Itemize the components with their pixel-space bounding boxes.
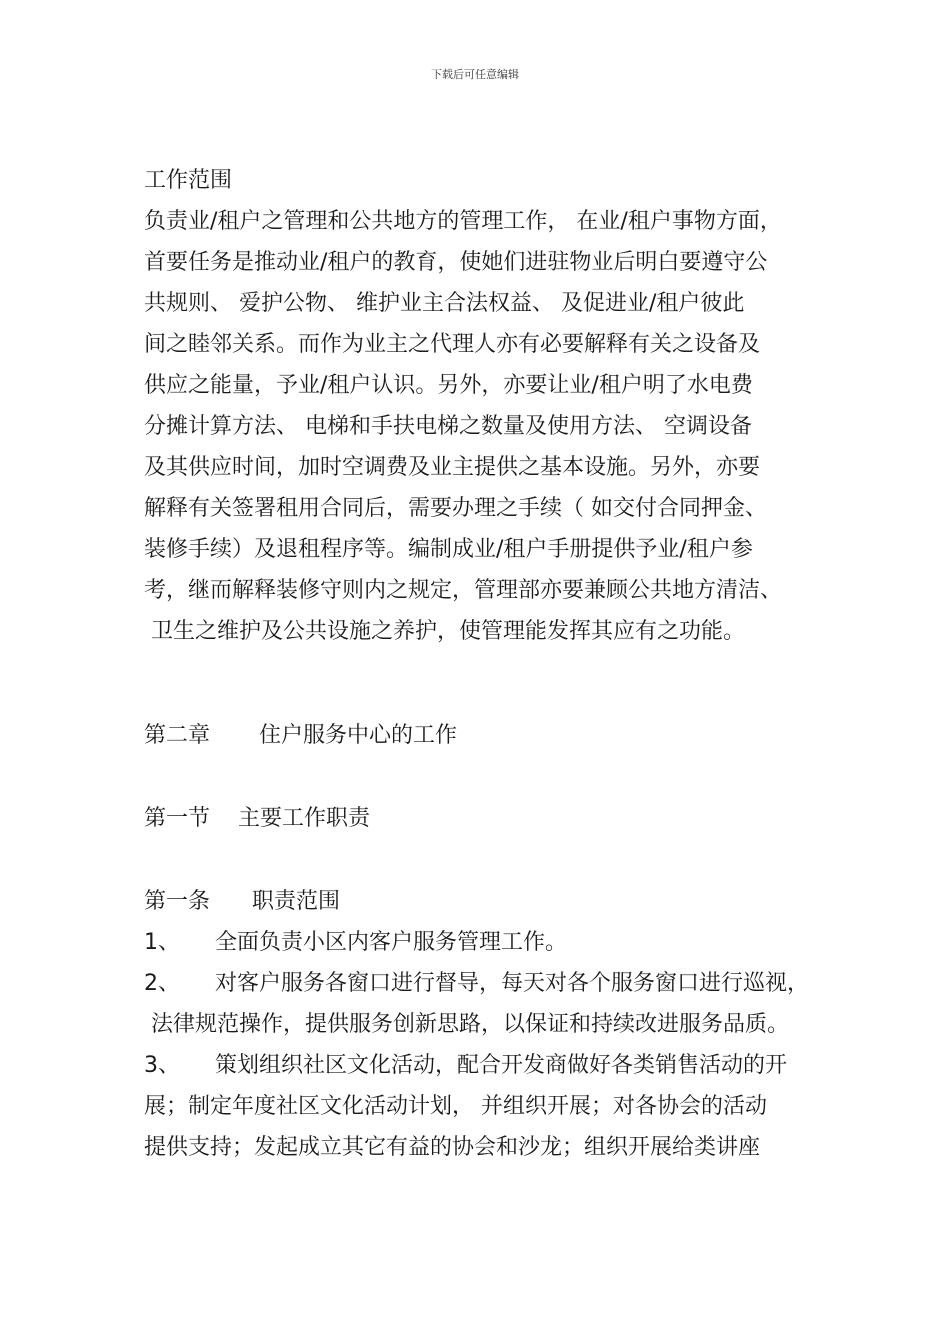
paragraph-line: 负责业/租户之管理和公共地方的管理工作， 在业/租户事物方面， (144, 209, 782, 234)
blank-space (144, 839, 834, 881)
chapter-title: 第二章 住户服务中心的工作 (144, 723, 457, 748)
document-body (144, 160, 834, 1168)
paragraph-line: 解释有关签署租用合同后，需要办理之手续（ 如交付合同押金、 (144, 496, 767, 521)
paragraph-line: 考，继而解释装修守则内之规定，管理部亦要兼顾公共地方清洁、 (144, 578, 783, 603)
list-item-line: 2、 对客户服务各窗口进行督导，每天对各个服务窗口进行巡视， (144, 971, 809, 996)
paragraph-line: 装修手续）及退租程序等。编制成业/租户手册提供予业/租户参 (144, 537, 753, 562)
paragraph-line: 及其供应时间，加时空调费及业主提供之基本设施。另外，亦要 (144, 455, 761, 480)
list-item-line: 法律规范操作，提供服务创新思路，以保证和持续改进服务品质。 (144, 1012, 789, 1037)
list-item-line: 3、 策划组织社区文化活动，配合开发商做好各类销售活动的开 (144, 1053, 787, 1078)
paragraph-line: 共规则、 爱护公物、 维护业主合法权益、 及促进业/租户彼此 (144, 291, 745, 316)
paragraph-line: 卫生之维护及公共设施之养护，使管理能发挥其应有之功能。 (144, 619, 745, 644)
paragraph-line: 分摊计算方法、 电梯和手扶电梯之数量及使用方法、 空调设备 (144, 414, 752, 439)
list-item-line: 1、 全面负责小区内客户服务管理工作。 (144, 930, 567, 955)
scope-title: 工作范围 (144, 168, 233, 193)
scope-paragraph (144, 201, 834, 652)
paragraph-line: 间之睦邻关系。而作为业主之代理人亦有必要解释有关之设备及 (144, 332, 761, 357)
section-title: 第一节 主要工作职责 (144, 806, 370, 831)
blank-space (144, 652, 834, 715)
list-item-line: 提供支持；发起成立其它有益的协会和沙龙；组织开展给类讲座 (144, 1135, 761, 1160)
article-list (144, 922, 834, 1168)
paragraph-line: 首要任务是推动业/租户的教育，使她们进驻物业后明白要遵守公 (144, 250, 768, 275)
article-title: 第一条 职责范围 (144, 889, 340, 914)
list-item-line: 展；制定年度社区文化活动计划， 并组织开展；对各协会的活动 (144, 1094, 767, 1119)
paragraph-line: 供应之能量，予业/租户认识。另外，亦要让业/租户明了水电费 (144, 373, 753, 398)
page-header: 下载后可任意编辑 (431, 68, 519, 81)
blank-space (144, 756, 834, 798)
